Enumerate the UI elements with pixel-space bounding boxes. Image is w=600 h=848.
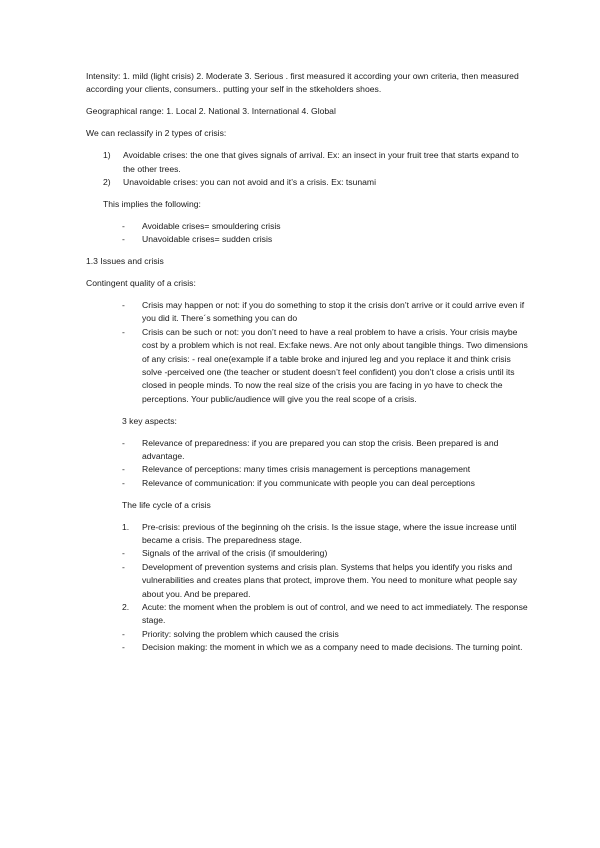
list-marker: 2. <box>122 602 130 612</box>
list-marker: 1. <box>122 521 130 532</box>
list-item <box>103 176 530 189</box>
list-marker: - <box>122 628 125 639</box>
life-cycle-list <box>86 521 530 655</box>
list-item <box>122 299 530 326</box>
list-item-text: Priority: solving the problem which caused the crisis <box>142 628 339 639</box>
list-marker: - <box>122 326 125 337</box>
list-item <box>122 521 530 548</box>
life-cycle-title: The life cycle of a crisis <box>122 499 211 510</box>
reclassify-paragraph: We can reclassify in 2 types of crisis: <box>86 128 227 139</box>
list-item-text: Relevance of communication: if you communicate with people you can deal perceptions <box>142 477 475 488</box>
list-marker: 1) <box>103 150 111 161</box>
crisis-types-list <box>86 149 530 189</box>
section-heading: 1.3 Issues and crisis <box>86 256 164 267</box>
list-item <box>122 547 530 560</box>
list-item-text: Crisis may happen or not: if you do something to stop it the crisis don’t arrive or it could arrive even if you did it. There´s something you can do <box>142 299 525 324</box>
list-item <box>122 326 530 406</box>
list-item-text: Avoidable crises: the one that gives signals of arrival. Ex: an insect in your fruit tree that starts expand to the other trees. <box>123 150 519 174</box>
list-item-text: Decision making: the moment in which we as a company need to made decisions. The turning point. <box>142 642 523 653</box>
list-marker: - <box>122 548 125 559</box>
list-marker: - <box>122 642 125 653</box>
list-item-text: Pre-crisis: previous of the beginning oh the crisis. Is the issue stage, where the issue increase until became a crisis. The preparedness stage. <box>142 521 517 545</box>
list-marker: - <box>122 220 125 231</box>
list-item-text: Acute: the moment when the problem is out of control, and we need to act immediately. The response stage. <box>142 602 528 626</box>
list-item <box>122 561 530 601</box>
list-marker: - <box>122 234 125 245</box>
list-item-text: Relevance of preparedness: if you are prepared you can stop the crisis. Been prepared is and advantage. <box>142 437 499 461</box>
list-item-text: Signals of the arrival of the crisis (if smouldering) <box>142 548 328 559</box>
geographical-range-paragraph: Geographical range: 1. Local 2. National 3. International 4. Global <box>86 106 336 117</box>
list-item <box>122 463 530 476</box>
list-item <box>122 601 530 628</box>
list-item-text: Relevance of perceptions: many times crisis management is perceptions management <box>142 464 471 475</box>
list-item <box>122 233 530 246</box>
list-item <box>122 477 530 490</box>
list-item-text: Avoidable crises= smouldering crisis <box>142 220 281 231</box>
list-item-text: Crisis can be such or not: you don’t need to have a real problem to have a crisis. Your crisis maybe cost by a problem which is not real. Ex:fake news. Are not only about tangible things. Two dimensions of any crisis: - real one(example if a table broke and injured leg and you replace it and think crisis solve -perceived one (the teacher or student doesn’t feel confident) you don’t close a crisis until its closed in people minds. To now the real size of the crisis you are facing in yo have to check the perceptions. Your public/audience will give you the real scope of a crisis. <box>142 326 528 404</box>
list-marker: - <box>122 437 125 448</box>
implies-paragraph: This implies the following: <box>103 198 201 209</box>
list-item-text: Unavoidable crises: you can not avoid and it’s a crisis. Ex: tsunami <box>123 176 377 187</box>
list-item <box>122 437 530 464</box>
contingent-paragraph: Contingent quality of a crisis: <box>86 277 196 288</box>
list-marker: - <box>122 464 125 475</box>
list-marker: - <box>122 477 125 488</box>
list-marker: - <box>122 561 125 572</box>
list-item <box>103 149 530 176</box>
list-item <box>122 641 530 654</box>
list-item-text: Development of prevention systems and crisis plan. Systems that helps you identify you risks and vulnerabilities and creates plans that protect, improve them. You need to moniture what people say about you. And be prepared. <box>142 561 518 599</box>
key-aspects-title: 3 key aspects: <box>122 415 177 426</box>
list-item <box>122 628 530 641</box>
list-marker: 2) <box>103 176 111 187</box>
contingent-list <box>86 299 530 406</box>
implications-list <box>86 220 530 247</box>
list-marker: - <box>122 299 125 310</box>
list-item-text: Unavoidable crises= sudden crisis <box>142 234 273 245</box>
key-aspects-list <box>86 437 530 491</box>
list-item <box>122 220 530 233</box>
intensity-paragraph: Intensity: 1. mild (light crisis) 2. Moderate 3. Serious . first measured it according your own criteria, then measured according your clients, consumers.. putting your self in the stkeholders shoes. <box>86 71 519 95</box>
